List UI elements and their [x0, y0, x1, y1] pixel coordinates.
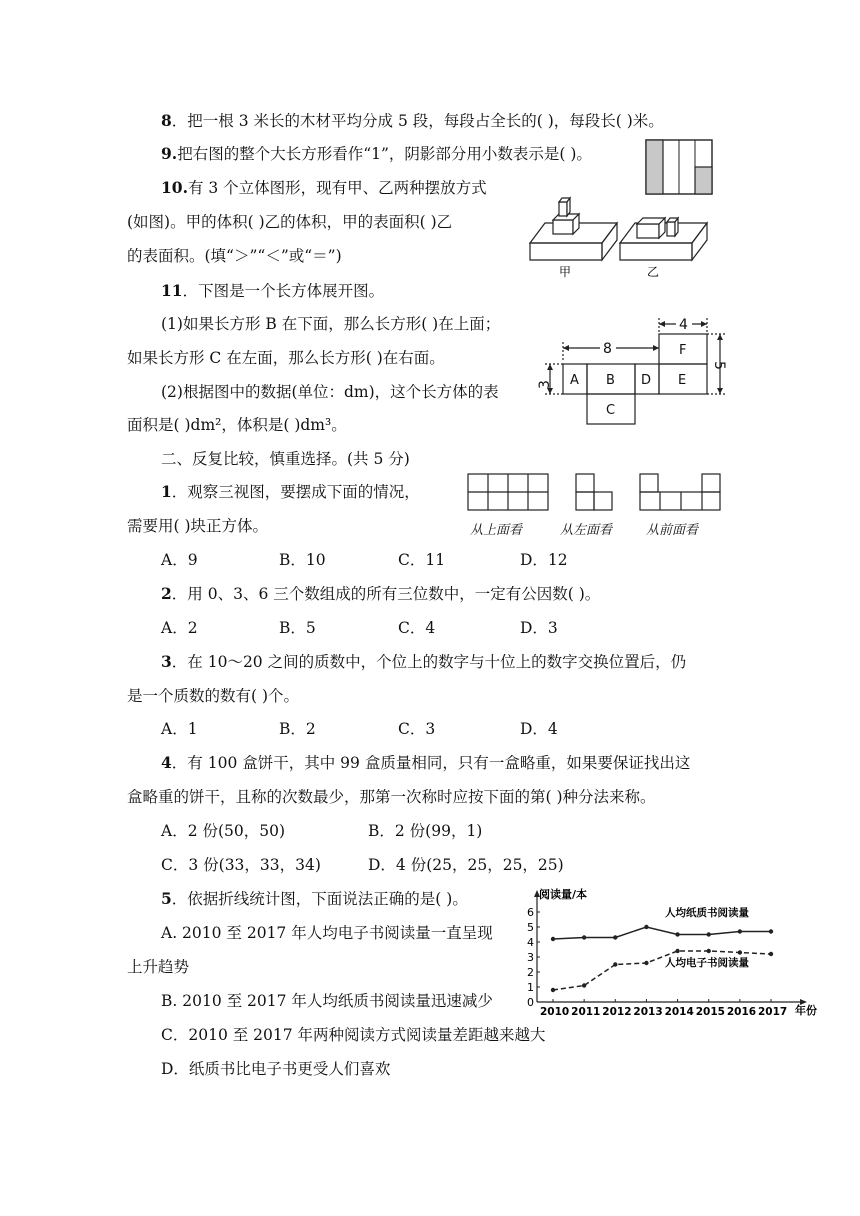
c5-option-c: C．2010 至 2017 年两种阅读方式阅读量差距越来越大 — [161, 1026, 546, 1044]
q9-text: 把右图的整个大长方形看作“1”，阴影部分用小数表示是( )。 — [177, 145, 592, 163]
data-point — [707, 949, 711, 953]
net-cell-f: F — [679, 343, 687, 358]
c5-option-a-1: A. 2010 至 2017 年人均电子书阅读量一直呈现 — [161, 924, 493, 942]
x-tick-label: 2012 — [602, 1006, 632, 1018]
c4-text-2: 盒略重的饼干，且称的次数最少，那第一次称时应按下面的第( )种分法来称。 — [127, 788, 656, 806]
section-2-title: 二、反复比较，慎重选择。(共 5 分) — [161, 450, 410, 468]
q11-net-figure — [537, 312, 730, 422]
c2-text: ．用 0、3、6 三个数组成的所有三位数中，一定有公因数( )。 — [171, 585, 601, 603]
net-cell-d: D — [641, 373, 652, 388]
c1-text-1: ．观察三视图，要摆成下面的情况， — [171, 483, 420, 501]
c2-option-c: C．4 — [398, 619, 436, 637]
choice-2 — [161, 583, 600, 605]
c4-option-d: D．4 份(25，25，25，25) — [368, 856, 564, 874]
y-tick-label: 3 — [527, 951, 534, 964]
label-yi: 乙 — [647, 265, 660, 279]
data-point — [675, 932, 679, 936]
c3-text-1: ．在 10～20 之间的质数中，个位上的数字与十位上的数字交换位置后，仍 — [171, 653, 687, 671]
data-point — [582, 935, 586, 939]
view-top-label: 从上面看 — [470, 523, 523, 538]
net-dim-5: 5 — [711, 361, 727, 370]
q11-part1-a: (1)如果长方形 B 在下面，那么长方形( )在上面； — [161, 315, 501, 333]
y-tick-label: 2 — [527, 966, 534, 979]
x-tick-label: 2017 — [758, 1006, 788, 1018]
x-tick-label: 2011 — [571, 1006, 601, 1018]
label-jia: 甲 — [559, 265, 572, 279]
c2-option-d: D．3 — [520, 619, 558, 637]
question-11 — [161, 280, 384, 302]
y-tick-label: 0 — [527, 996, 534, 1009]
net-cell-c: C — [606, 403, 616, 418]
data-point — [738, 929, 742, 933]
c3-option-d: D．4 — [520, 720, 558, 738]
data-point — [769, 929, 773, 933]
y-tick-label: 4 — [527, 936, 534, 949]
q11-number: 11 — [161, 281, 183, 300]
data-point — [675, 949, 679, 953]
c1-number: 1 — [161, 482, 172, 501]
q10-text-1: 有 3 个立体图形，现有甲、乙两种摆放方式 — [187, 179, 487, 197]
choice-1-line1 — [161, 481, 420, 503]
q11-part1-b: 如果长方形 C 在左面，那么长方形( )在右面。 — [127, 349, 445, 367]
question-9 — [161, 143, 592, 165]
x-tick-label: 2015 — [695, 1006, 725, 1018]
q11-part2-a: (2)根据图中的数据(单位：dm)，这个长方体的表 — [161, 383, 499, 401]
net-cell-b: B — [606, 373, 615, 388]
c4-option-b: B．2 份(99，1) — [368, 822, 483, 840]
net-cell-e: E — [678, 373, 687, 388]
c3-option-c: C．3 — [398, 720, 436, 738]
data-point — [738, 950, 742, 954]
question-8 — [161, 110, 664, 132]
c1-option-c: C．11 — [398, 551, 446, 569]
x-tick-label: 2013 — [633, 1006, 663, 1018]
q11-text: ．下图是一个长方体展开图。 — [182, 282, 385, 300]
y-tick-label: 5 — [527, 921, 534, 934]
c2-option-a: A．2 — [161, 619, 198, 637]
c5-number: 5 — [161, 889, 172, 908]
data-point — [551, 988, 555, 992]
data-point — [551, 937, 555, 941]
choice-4-line1 — [161, 752, 690, 774]
c3-text-2: 是一个质数的数有( )个。 — [127, 687, 300, 705]
data-point — [644, 961, 648, 965]
chart-xlabel: 年份 — [795, 1004, 817, 1017]
c3-number: 3 — [161, 652, 172, 671]
x-tick-label: 2016 — [726, 1006, 757, 1018]
c5-text: ．依据折线统计图，下面说法正确的是( )。 — [171, 890, 468, 908]
data-point — [613, 962, 617, 966]
choice-5 — [161, 888, 468, 910]
q10-figure — [525, 188, 725, 280]
q11-part2-b: 面积是( )dm²，体积是( )dm³。 — [127, 416, 347, 434]
net-dim-3: 3 — [537, 380, 553, 389]
y-tick-label: 1 — [527, 981, 534, 994]
data-point — [582, 983, 586, 987]
choice-3-line1 — [161, 651, 686, 673]
y-tick-label: 6 — [527, 906, 534, 919]
c5-option-a-2: 上升趋势 — [127, 958, 190, 976]
data-point — [644, 925, 648, 929]
legend-paper: 人均纸质书阅读量 — [665, 907, 749, 919]
c1-option-b: B．10 — [279, 551, 326, 569]
data-point — [769, 952, 773, 956]
c4-number: 4 — [161, 753, 172, 772]
c3-option-a: A．1 — [161, 720, 198, 738]
q10-text-3: 的表面积。(填“＞”“＜”或“＝”) — [127, 247, 342, 265]
c1-text-2: 需要用( )块正方体。 — [127, 517, 269, 535]
net-dim-4: 4 — [679, 317, 688, 333]
q10-text-2: (如图)。甲的体积( )乙的体积，甲的表面积( )乙 — [127, 213, 453, 231]
c3-option-b: B．2 — [279, 720, 316, 738]
net-dim-8: 8 — [603, 341, 612, 357]
c4-option-a: A．2 份(50，50) — [161, 822, 286, 840]
c1-option-a: A．9 — [161, 551, 198, 569]
q8-text: ．把一根 3 米长的木材平均分成 5 段，每段占全长的( )，每段长( )米。 — [171, 112, 664, 130]
question-10-line1 — [161, 177, 487, 199]
c5-option-d: D．纸质书比电子书更受人们喜欢 — [161, 1060, 391, 1078]
c1-option-d: D．12 — [520, 551, 568, 569]
net-cell-a: A — [570, 373, 579, 388]
x-tick-label: 2014 — [664, 1006, 694, 1018]
view-front-label: 从前面看 — [646, 523, 699, 538]
c4-text-1: ．有 100 盒饼干，其中 99 盒质量相同，只有一盒略重，如果要保证找出这 — [171, 754, 691, 772]
c2-option-b: B．5 — [279, 619, 316, 637]
view-left-label: 从左面看 — [560, 523, 613, 538]
chart-ylabel: 阅读量/本 — [539, 888, 588, 901]
c4-option-c: C．3 份(33，33，34) — [161, 856, 321, 874]
c5-option-b: B. 2010 至 2017 年人均纸质书阅读量迅速减少 — [161, 992, 493, 1010]
q9-rectangle-figure — [645, 139, 713, 195]
data-point — [707, 932, 711, 936]
c2-number: 2 — [161, 584, 172, 603]
data-point — [613, 935, 617, 939]
q9-number: 9. — [161, 144, 178, 163]
q8-number: 8 — [161, 111, 172, 130]
reading-line-chart — [515, 884, 825, 1020]
legend-ebook: 人均电子书阅读量 — [665, 957, 749, 969]
q10-number: 10. — [161, 178, 188, 197]
c1-three-views — [460, 470, 722, 542]
x-tick-label: 2010 — [540, 1006, 570, 1018]
